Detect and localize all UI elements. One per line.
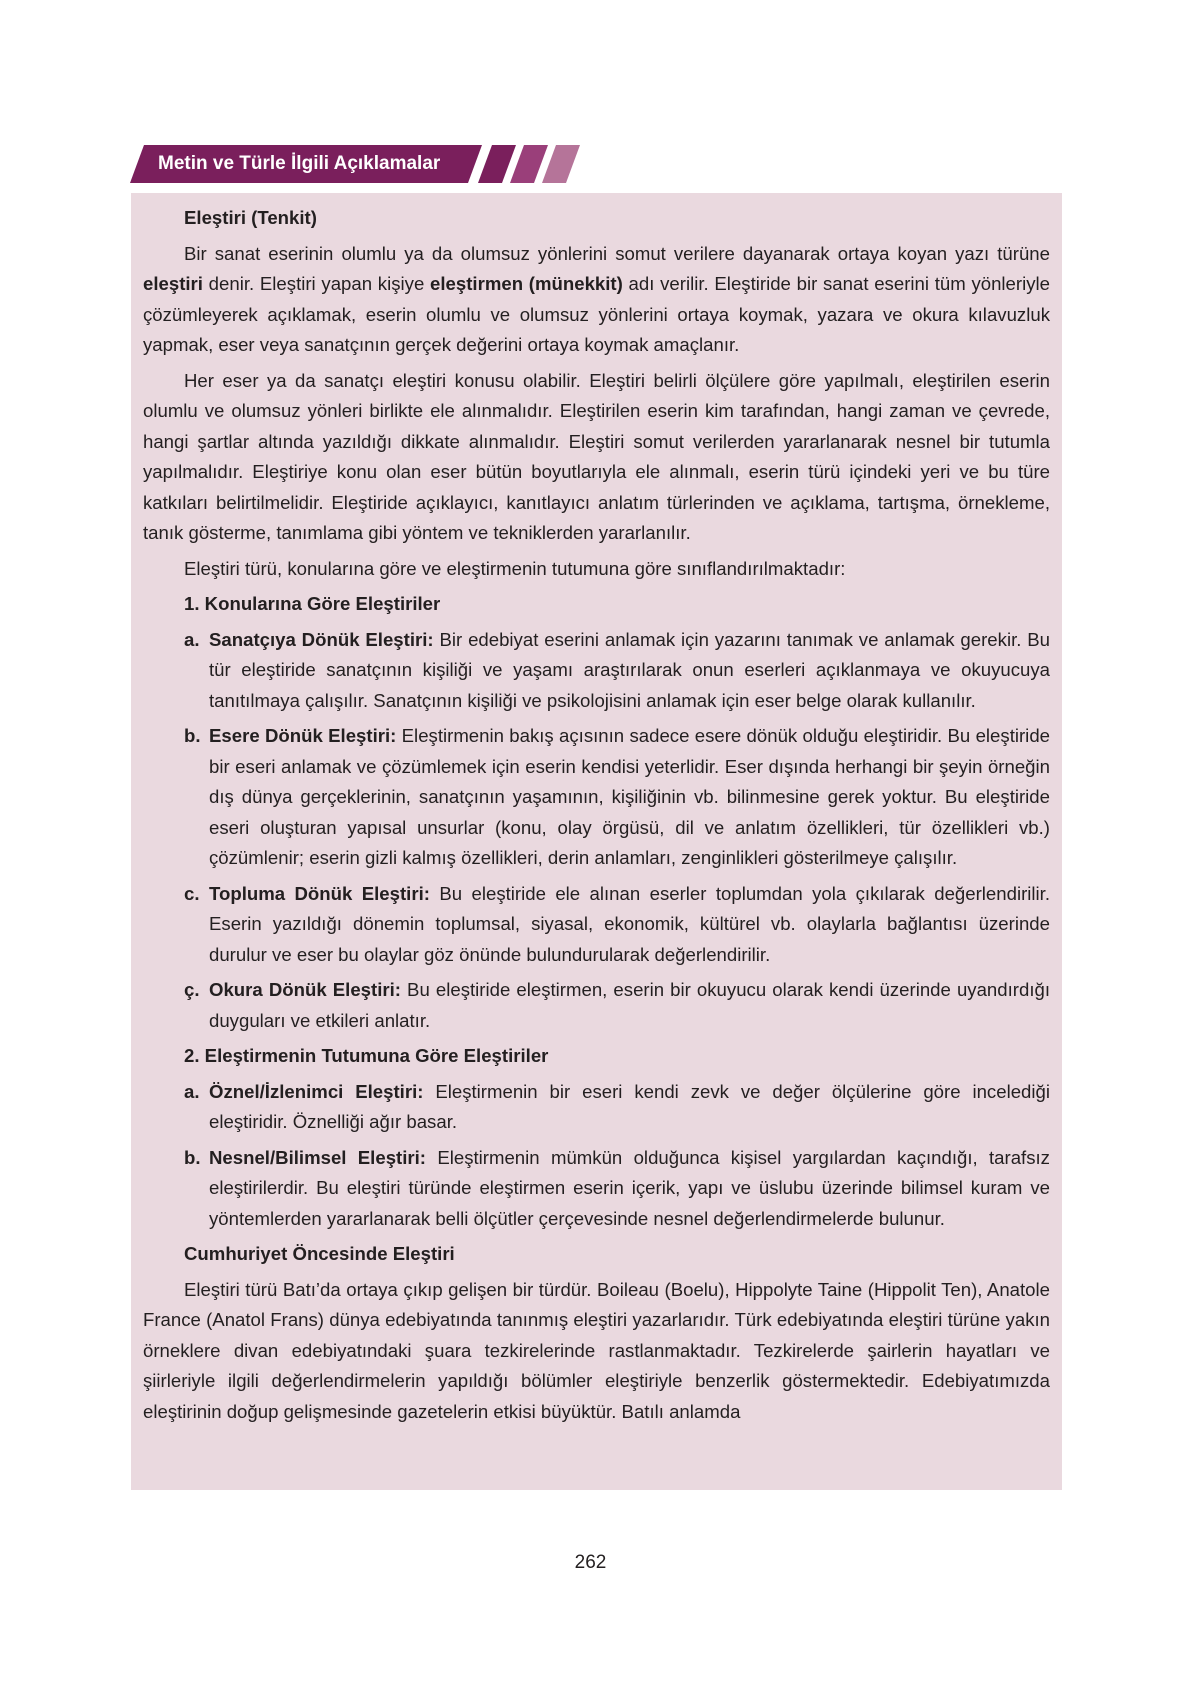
- list-item: ç. Okura Dönük Eleştiri: Bu eleştiride eleştirmen, eserin bir okuyucu olarak kendi üzerinde uyandırdığı duyguları ve etkileri anlatır.: [184, 979, 1050, 1031]
- list-item: a. Sanatçıya Dönük Eleştiri: Bir edebiyat eserini anlamak için yazarını tanımak ve anlamak gerekir. Bu tür eleştiride sanatçının kişiliği ve yaşamı araştırılarak onun eserleri açıklanmaya ve okuyucuya tanıtılmaya çalışılır. Sanatçının kişiliği ve psikolojisini anlamak için eser belge olarak kullanılır.: [184, 628, 1051, 711]
- paragraph: Her eser ya da sanatçı eleştiri konusu olabilir. Eleştiri belirli ölçülere göre yapılmalı, eleştirilen eserin olumlu ve olumsuz yönleri birlikte ele alınmalıdır. Eleştirilen eserin kim tarafından, hangi zaman ve çevrede, hangi şartlar altında yazıldığı dikkate alınmalıdır. Eleştiri somut verilerden yararlanarak nesnel bir tutumla yapılmalıdır. Eleştiriye konu olan eser bütün boyutlarıyla ele alınmalı, eserin türü içindeki yeri ve bu türe katkıları belirtilmelidir. Eleştiride açıklayıcı, kanıtlayıcı anlatım türlerinden ve açıklama, tartışma, örnekleme, tanık gösterme, tanımlama gibi yöntem ve tekniklerden yararlanılır.: [143, 369, 1050, 543]
- list-item: b. Nesnel/Bilimsel Eleştiri: Eleştirmenin mümkün olduğunca kişisel yargılardan kaçındığı, tarafsız eleştirilerdir. Bu eleştiri türünde eleştirmen eserin içerik, yapı ve üslubu üzerinde bilimsel kuram ve yöntemlerden yararlanarak belli ölçütler çerçevesinde nesnel değerlendirmelerde bulunur.: [184, 1146, 1050, 1229]
- section-banner: [130, 145, 610, 183]
- paragraph: Bir sanat eserinin olumlu ya da olumsuz yönlerini somut verilere dayanarak ortaya koyan yazı türüne eleştiri denir. Eleştiri yapan kişiye eleştirmen (münekkit) adı verilir. Eleştiride bir sanat eserini tüm yönleriyle çözümleyerek açıklamak, eserin olumlu ve olumsuz yönlerini ortaya koymak, yazara ve okura kılavuzluk yapmak, eser veya sanatçının gerçek değerini ortaya koymak amaçlanır.: [143, 242, 1050, 355]
- content-box: [131, 193, 1062, 1490]
- list-item: c. Topluma Dönük Eleştiri: Bu eleştiride ele alınan eserler toplumdan yola çıkılarak değerlendirilir. Eserin yazıldığı dönemin toplumsal, siyasal, ekonomik, kültürel vb. olaylarla bağlantısı üzerinde durulur ve eser bu olaylar göz önünde bulundurularak değerlendirilir.: [184, 882, 1050, 965]
- list-item: a. Öznel/İzlenimci Eleştiri: Eleştirmenin bir eseri kendi zevk ve değer ölçülerine göre incelediği eleştiridir. Öznelliği ağır basar.: [184, 1080, 1050, 1132]
- paragraph: Eleştiri türü, konularına göre ve eleştirmenin tutumuna göre sınıflandırılmaktadır:: [184, 557, 846, 579]
- group-heading: 2. Eleştirmenin Tutumuna Göre Eleştiriler: [184, 1045, 549, 1066]
- section-heading: Eleştiri (Tenkit): [184, 207, 317, 228]
- group-heading: 1. Konularına Göre Eleştiriler: [184, 593, 441, 614]
- banner-title: Metin ve Türle İlgili Açıklamalar: [158, 153, 441, 174]
- section-heading: Cumhuriyet Öncesinde Eleştiri: [184, 1243, 455, 1264]
- page-number: 262: [574, 1552, 607, 1573]
- list-item: b. Esere Dönük Eleştiri: Eleştirmenin bakış açısının sadece esere dönük olduğu eleştiridir. Bu eleştiride bir eseri anlamak ve çözümlemek için eserin kendisi yeterlidir. Eser dışında herhangi bir şeyin örneğin dış dünya gerçeklerinin, sanatçının yaşamının, kişiliğinin vb. bilinmesine gerek yoktur. Bu eleştiride eseri oluşturan yapısal unsurlar (konu, olay örgüsü, dil ve anlatım özellikleri, tür özellikleri vb.) çözümlenir; eserin gizli kalmış özellikleri, derin anlamları, zenginlikleri gösterilmeye çalışılır.: [184, 725, 1050, 868]
- paragraph: Eleştiri türü Batı’da ortaya çıkıp gelişen bir türdür. Boileau (Boelu), Hippolyte Taine (Hippolit Ten), Anatole France (Anatol Frans) dünya edebiyatında tanınmış eleştiri yazarlarıdır. Türk edebiyatında eleştiri türüne yakın örneklere divan edebiyatındaki şuara tezkirelerinde rastlanmaktadır. Tezkirelerde şairlerin hayatları ve şiirleriyle ilgili değerlendirmelerin yapıldığı bölümler eleştiriyle benzerlik göstermektedir. Edebiyatımızda eleştirinin doğup gelişmesinde gazetelerin etkisi büyüktür. Batılı anlamda: [143, 1278, 1050, 1422]
